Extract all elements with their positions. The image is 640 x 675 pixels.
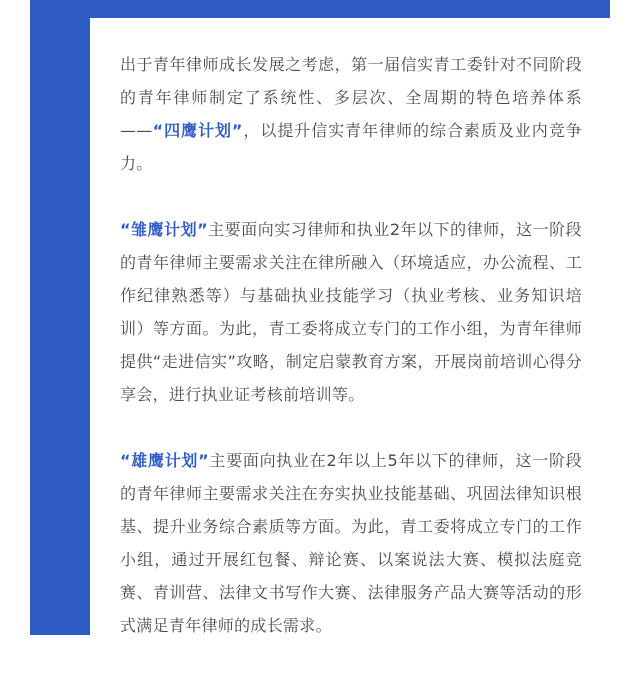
highlight-chick-eagle: “雏鹰计划” [120,220,208,239]
highlight-hero-eagle: “雄鹰计划” [120,451,209,470]
blue-frame [30,0,610,635]
paragraph-chick-eagle [120,213,582,411]
paragraph-text: 主要面向执业在2年以上5年以下的律师，这一阶段的青年律师主要需求关注在夯实执业技能基础、巩固法律知识根基、提升业务综合素质等方面。为此，青工委将成立专门的工作小组，通过开展红包餐、辩论赛、以案说法大赛、模拟法庭竞赛、青训营、法律文书写作大赛、法律服务产品大赛等活动的形式满足青年律师的成长需求。 [120,451,582,635]
paragraph-text: ，以提升信实青年律师的综合素质及业内竞争力。 [120,121,582,173]
article-body [120,48,582,675]
article-card [90,18,610,635]
paragraph-intro [120,48,582,180]
highlight-four-eagles: “四鹰计划” [152,121,243,140]
paragraph-hero-eagle [120,444,582,642]
paragraph-text: 出于青年律师成长发展之考虑，第一届信实青工委针对不同阶段的青年律师制定了系统性、多层次、全周期的特色培养体系—— [120,55,582,140]
paragraph-text: 主要面向实习律师和执业2年以下的律师，这一阶段的青年律师主要需求关注在律所融入（环境适应，办公流程、工作纪律熟悉等）与基础执业技能学习（执业考核、业务知识培训）等方面。为此，青工委将成立专门的工作小组，为青年律师提供“走进信实”攻略，制定启蒙教育方案，开展岗前培训心得分享会，进行执业证考核前培训等。 [120,220,582,404]
